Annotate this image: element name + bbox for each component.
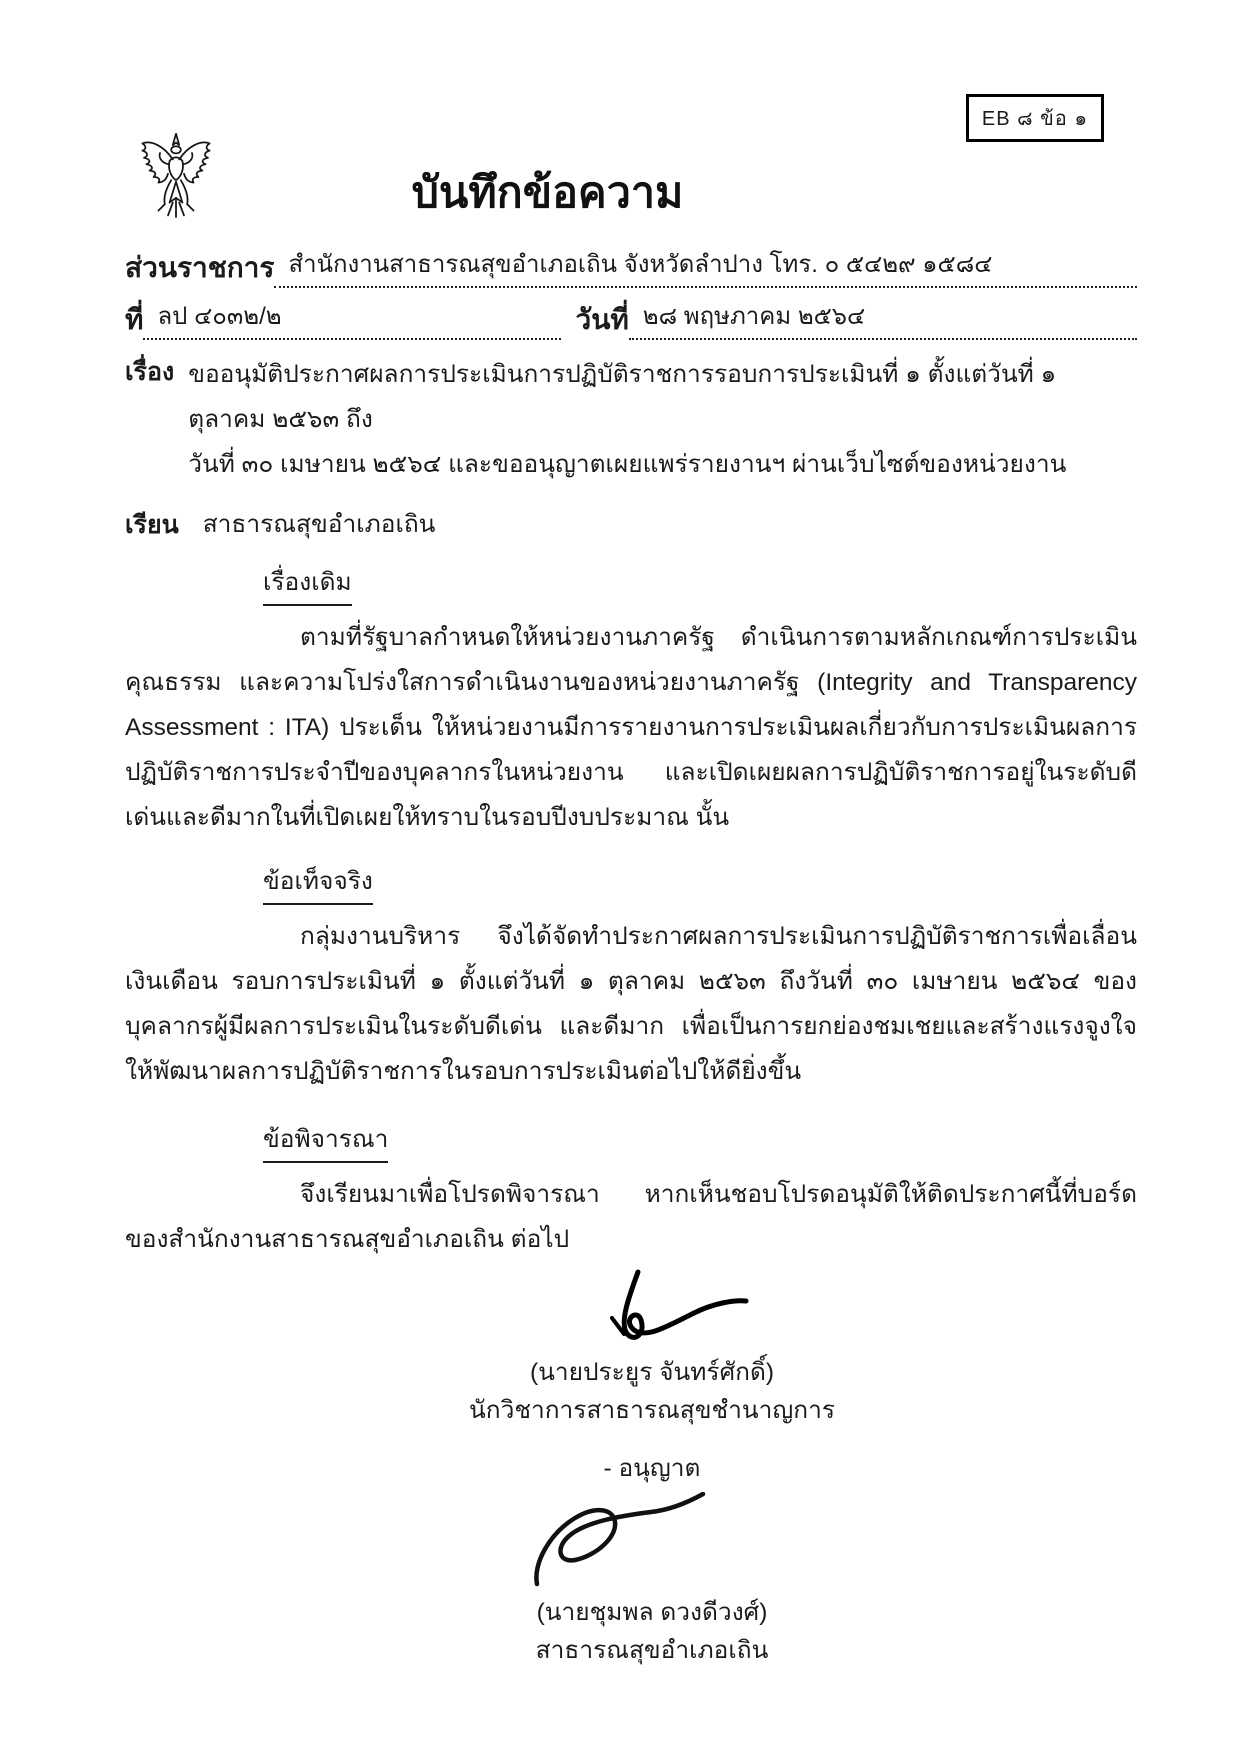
agency-line	[125, 246, 1137, 288]
subject-text	[174, 352, 1137, 487]
subject-text-line1: ขออนุมัติประกาศผลการประเมินการปฏิบัติราชการรอบการประเมินที่ ๑ ตั้งแต่วันที่ ๑ ตุลาคม ๒๕๖๓ ถึง	[188, 361, 1057, 433]
page-title: บันทึกข้อความ	[411, 169, 684, 217]
section-body-consideration: จึงเรียนมาเพื่อโปรดพิจารณา หากเห็นชอบโปรดอนุมัติให้ติดประกาศนี้ที่บอร์ดของสำนักงานสาธารณสุขอำเภอเถิน ต่อไป	[125, 1181, 1137, 1253]
agency-value: สำนักงานสาธารณสุขอำเภอเถิน จังหวัดลำปาง โทร. ๐ ๕๔๒๙ ๑๕๘๔	[274, 246, 1137, 288]
date-label: วันที่	[575, 304, 629, 335]
section-heading-background	[263, 563, 1137, 606]
memo-content	[125, 246, 1137, 1670]
agency-label: ส่วนราชการ	[125, 252, 275, 283]
section-heading-background-text: เรื่องเดิม	[263, 563, 352, 606]
subject-label: เรื่อง	[125, 358, 175, 386]
signer-1-title: นักวิชาการสาธารณสุขชำนาญการ	[468, 1397, 835, 1424]
signature-scribble-icon	[497, 1492, 737, 1588]
number-date-line	[125, 298, 1137, 340]
to-label: เรียน	[125, 511, 179, 539]
signature-block-1	[437, 1266, 867, 1670]
signer-2-name: (นายชุมพล ดวงดีวงศ์)	[536, 1599, 768, 1626]
subject-text-line2: วันที่ ๓๐ เมษายน ๒๕๖๔ และขออนุญาตเผยแพร่รายงานฯ ผ่านเว็บไซต์ของหน่วยงาน	[188, 451, 1067, 478]
signature-scribble-icon	[542, 1266, 762, 1348]
to-value: สาธารณสุขอำเภอเถิน	[202, 511, 436, 538]
date-value: ๒๘ พฤษภาคม ๒๕๖๔	[629, 298, 1137, 340]
number-label: ที่	[125, 304, 144, 335]
eb-tag-label: EB ๘ ข้อ ๑	[981, 108, 1089, 130]
subject-line	[125, 352, 1137, 487]
section-heading-consideration	[263, 1120, 1137, 1163]
number-value: ลป ๔๐๓๒/๒	[143, 298, 561, 340]
section-body-background: ตามที่รัฐบาลกำหนดให้หน่วยงานภาครัฐ ดำเนินการตามหลักเกณฑ์การประเมินคุณธรรม และความโปร่งใสการดำเนินงานของหน่วยงานภาครัฐ (Integrity and Transparency Assessment : ITA) ประเด็น ให้หน่วยงานมีการรายงานการประเมินผลเกี่ยวกับการประเมินผลการปฏิบัติราชการประจำปีของบุคลากรในหน่วยงาน และเปิดเผยผลการปฏิบัติราชการอยู่ในระดับดีเด่นและดีมากในที่เปิดเผยให้ทราบในรอบปีงบประมาณ นั้น	[125, 624, 1137, 831]
section-heading-facts-text: ข้อเท็จจริง	[263, 862, 373, 905]
eb-tag-box	[966, 94, 1104, 142]
approval-note: - อนุญาต	[603, 1455, 701, 1482]
signer-1-name: (นายประยูร จันทร์ศักดิ์)	[529, 1359, 775, 1386]
to-line	[125, 505, 1137, 545]
signer-2-title: สาธารณสุขอำเภอเถิน	[535, 1637, 769, 1664]
section-body-facts: กลุ่มงานบริหาร จึงได้จัดทำประกาศผลการประเมินการปฏิบัติราชการเพื่อเลื่อนเงินเดือน รอบการประเมินที่ ๑ ตั้งแต่วันที่ ๑ ตุลาคม ๒๕๖๓ ถึงวันที่ ๓๐ เมษายน ๒๕๖๔ ของบุคลากรผู้มีผลการประเมินในระดับดีเด่น และดีมาก เพื่อเป็นการยกย่องชมเชยและสร้างแรงจูงใจให้พัฒนาผลการปฏิบัติราชการในรอบการประเมินต่อไปให้ดียิ่งขึ้น	[125, 923, 1137, 1085]
section-heading-consideration-text: ข้อพิจารณา	[263, 1120, 388, 1163]
section-heading-facts	[263, 862, 1137, 905]
